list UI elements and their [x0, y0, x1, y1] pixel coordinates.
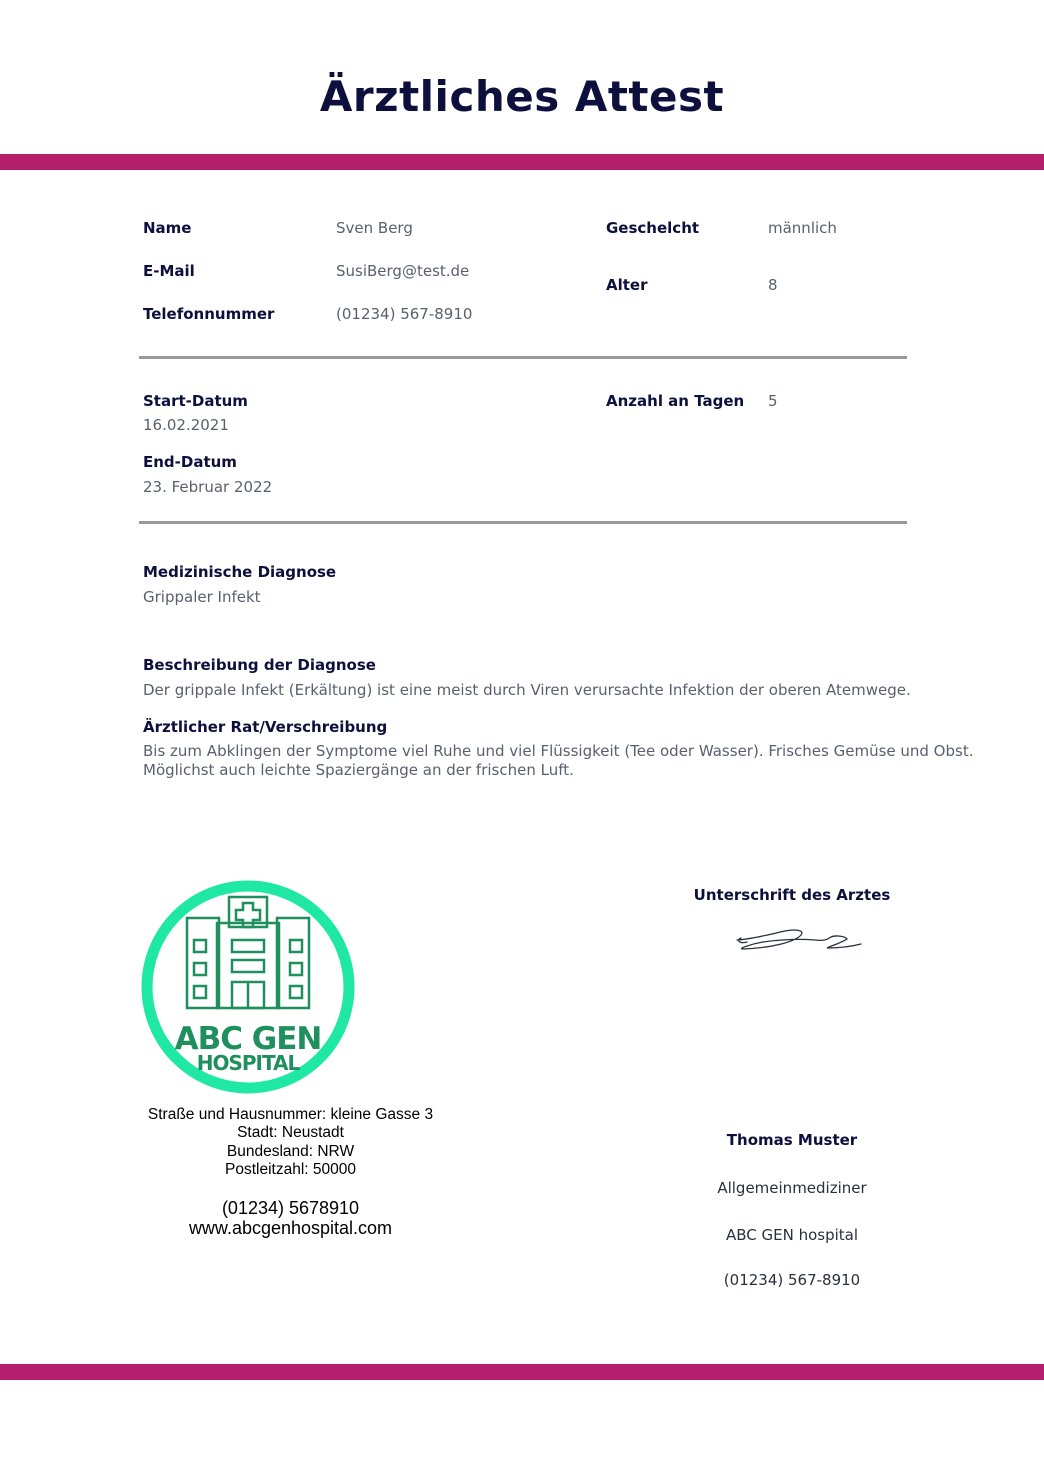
- hospital-website[interactable]: www.abcgenhospital.com: [188, 1218, 393, 1238]
- diagnosis-label: Medizinische Diagnose: [143, 563, 337, 581]
- doctor-role: Allgemeinmediziner: [717, 1179, 867, 1197]
- gender-value: männlich: [768, 219, 837, 237]
- name-value: Sven Berg: [336, 219, 413, 237]
- hospital-zip: Postleitzahl: 50000: [225, 1160, 356, 1178]
- hospital-street: Straße und Hausnummer: kleine Gasse 3: [147, 1106, 434, 1123]
- email-value: SusiBerg@test.de: [336, 262, 470, 280]
- doctor-name: Thomas Muster: [726, 1131, 858, 1149]
- advice-value: Bis zum Abklingen der Symptome viel Ruhe und viel Flüssigkeit (Tee oder Wasser). Frisches Gemüse und Obst. Möglichst auch leichte Spaziergänge an der frischen Luft.: [143, 742, 974, 779]
- advice-label: Ärztlicher Rat/Verschreibung: [143, 718, 388, 736]
- logo-text-line1: ABC GEN: [174, 1021, 322, 1057]
- hospital-contact: [139, 1198, 442, 1238]
- phone-label: Telefonnummer: [143, 305, 275, 323]
- diagnosis-value: Grippaler Infekt: [143, 588, 261, 606]
- bottom-accent-bar: [0, 1364, 1044, 1380]
- doctor-phone: (01234) 567-8910: [723, 1271, 861, 1289]
- hospital-state: Bundesland: NRW: [226, 1142, 355, 1160]
- top-accent-bar: [0, 154, 1044, 170]
- start-date-label: Start-Datum: [143, 392, 248, 410]
- end-date-value: 23. Februar 2022: [143, 478, 273, 496]
- signature-label: Unterschrift des Arztes: [693, 886, 891, 904]
- diagnosis-description-value: Der grippale Infekt (Erkältung) ist eine meist durch Viren verursachte Infektion der oberen Atemwege.: [143, 681, 911, 699]
- hospital-phone: (01234) 5678910: [221, 1198, 360, 1218]
- end-date-label: End-Datum: [143, 453, 237, 471]
- name-label: Name: [143, 219, 192, 237]
- email-label: E-Mail: [143, 262, 195, 280]
- logo-text-line2: HOSPITAL: [196, 1051, 300, 1075]
- gender-label: Geschelcht: [606, 219, 700, 237]
- phone-value: (01234) 567-8910: [336, 305, 473, 323]
- diagnosis-description-label: Beschreibung der Diagnose: [143, 656, 376, 674]
- divider: [139, 356, 907, 359]
- page-title: Ärztliches Attest: [319, 72, 725, 121]
- hospital-address: [139, 1106, 442, 1179]
- days-label: Anzahl an Tagen: [606, 392, 745, 410]
- divider: [139, 521, 907, 524]
- hospital-logo: [139, 878, 357, 1096]
- age-label: Alter: [606, 276, 648, 294]
- doctor-hospital: ABC GEN hospital: [725, 1226, 859, 1244]
- start-date-value: 16.02.2021: [143, 416, 229, 434]
- age-value: 8: [768, 276, 778, 294]
- days-value: 5: [768, 392, 778, 410]
- doctor-signature: [733, 922, 865, 958]
- hospital-city: Stadt: Neustadt: [237, 1124, 344, 1142]
